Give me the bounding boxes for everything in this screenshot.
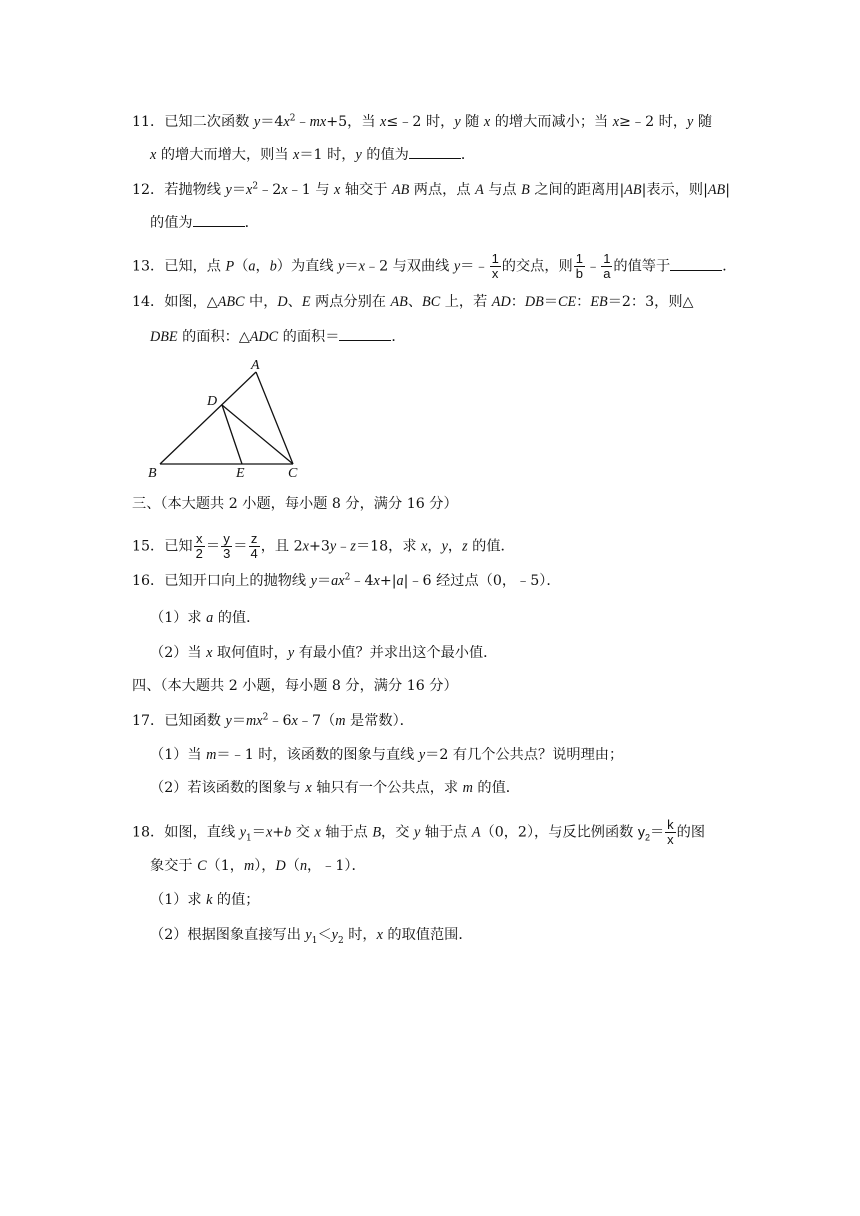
q16-line1: 16．已知开口向上的抛物线 $y=ax^2﹣4x+|a|﹣6$ 经过点（0，﹣5）． xyxy=(132,572,561,589)
label-D: D xyxy=(207,394,218,409)
section-3-heading: 三、（本大题共 2 小题，每小题 8 分，满分 16 分） xyxy=(132,496,458,512)
q13-line: 13．已知，点 P（a，b）为直线 y＝x﹣2 与双曲线 y＝﹣ $\frac{1}{x}$ 的交点，则 $\frac{1}{b}$ ﹣ $\frac{1}{a}$ 的值等于 ． xyxy=(132,251,737,281)
q11-line1: 11．已知二次函数 $y=4x^2﹣mx+5$，当 x≤﹣2 时，y 随 x 的增大而减小；当 x≥﹣2 时，y 随 xyxy=(132,113,713,130)
q17-part1: （1）当 m＝﹣1 时，该函数的图象与直线 y＝2 有几个公共点？说明理由； xyxy=(150,747,624,763)
q17-part2: （2）若该函数的图象与 x 轴只有一个公共点，求 m 的值． xyxy=(150,780,520,796)
q11-line2: x 的增大而增大，则当 x＝1 时，y 的值为 ． xyxy=(150,147,476,163)
fraction-1-over-a: $\frac{1}{a}$ xyxy=(603,251,611,281)
segment-AC xyxy=(256,372,293,464)
fraction-x-over-2: $\frac{x}{2}$ xyxy=(195,531,203,561)
q16-part1: （1）求 a 的值． xyxy=(150,610,261,626)
q17-line1: 17．已知函数 $y=mx^2﹣6x﹣7(m$ 是常数）． xyxy=(132,712,414,729)
answer-blank xyxy=(670,258,722,271)
q18-part1: （1）求 k 的值； xyxy=(150,892,260,908)
label-C: C xyxy=(288,466,298,481)
q18-line2: 象交于 C（1，m），D（n，﹣1）． xyxy=(150,858,366,874)
fraction-1-over-x: $\frac{1}{x}$ xyxy=(491,251,499,281)
q16-part2: （2）当 x 取何值时，y 有最小值？并求出这个最小值． xyxy=(150,645,498,661)
fraction-z-over-4: $\frac{z}{4}$ xyxy=(250,531,258,561)
answer-blank xyxy=(409,146,461,159)
fraction-1-over-b: $\frac{1}{b}$ xyxy=(575,251,583,281)
q12-line1: 12．若抛物线 $y=x^2﹣2x﹣1$ 与 x 轴交于 AB 两点，点 A 与点 B 之间的距离用|AB|表示，则|AB| xyxy=(132,181,731,198)
q14-line2: DBE 的面积：△ADC 的面积＝ ． xyxy=(150,329,406,345)
fraction-y-over-3: $\frac{y}{3}$ xyxy=(223,531,231,561)
label-A: A xyxy=(251,358,260,373)
label-B: B xyxy=(148,466,157,481)
triangle-figure xyxy=(140,352,310,482)
q18-line1: 18．如图，直线 $y_1=x+b$ 交 x 轴于点 B，交 y 轴于点 A（0，2），与反比例函数 $y_2=$ $\frac{k}{x}$ 的图 xyxy=(132,817,706,847)
q14-line1: 14．如图，△ABC 中，D、E 两点分别在 AB、BC 上，若 AD：DB＝CE：EB＝2：3，则△ xyxy=(132,294,694,310)
label-E: E xyxy=(236,466,245,481)
fraction-k-over-x: $\frac{k}{x}$ xyxy=(667,817,674,847)
q12-line2: 的值为 ． xyxy=(150,215,259,231)
answer-blank xyxy=(339,328,391,341)
q15-line: 15．已知 $\frac{x}{2}$ ＝ $\frac{y}{3}$ ＝ $\frac{z}{4}$ ，且 2x+3y﹣z＝18，求 x，y，z 的值． xyxy=(132,531,515,561)
answer-blank xyxy=(193,214,245,227)
section-4-heading: 四、（本大题共 2 小题，每小题 8 分，满分 16 分） xyxy=(132,678,458,694)
segment-BA xyxy=(160,372,256,464)
q18-part2: （2）根据图象直接写出 $y_1<y_2$ 时，x 的取值范围． xyxy=(150,927,473,946)
